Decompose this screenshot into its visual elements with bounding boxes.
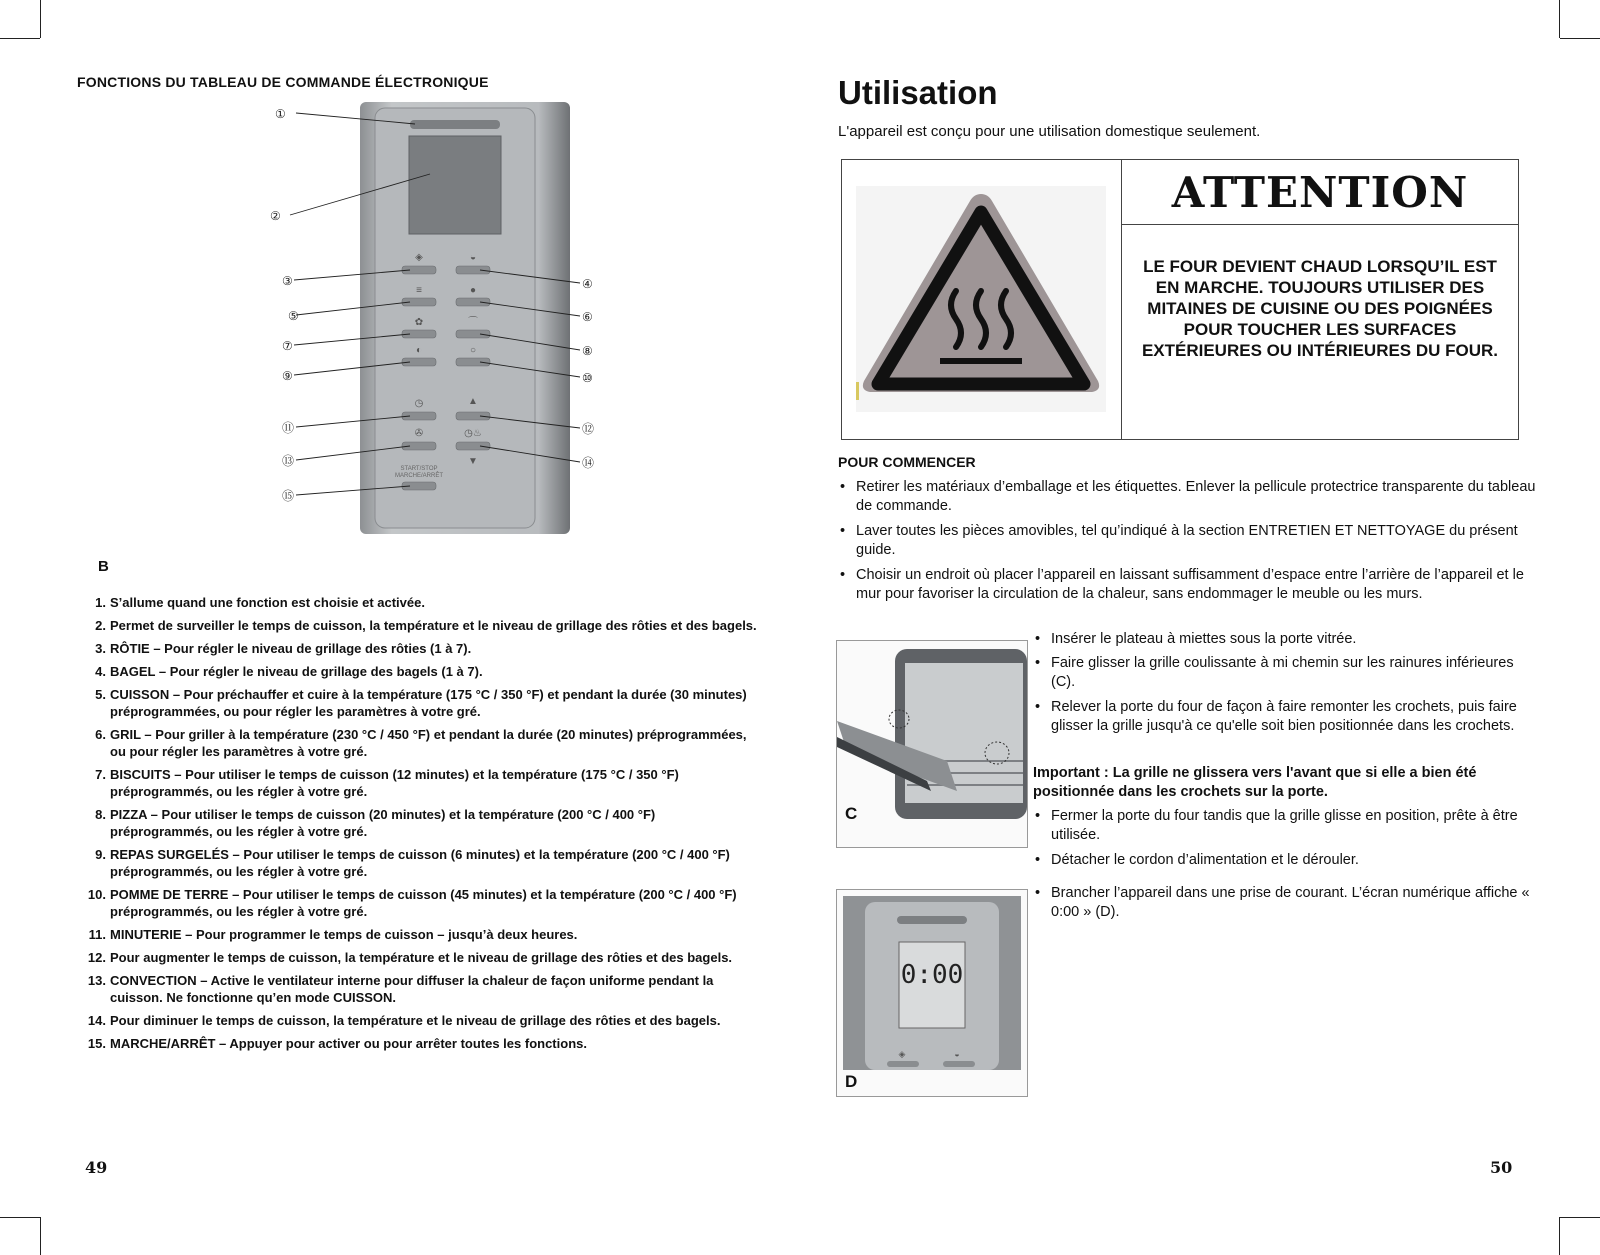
callout-4: ④ [582, 277, 593, 291]
callout-5: ⑤ [288, 309, 299, 323]
page-number-left: 49 [85, 1158, 108, 1177]
crop-mark [40, 0, 41, 38]
svg-text:✿: ✿ [414, 317, 424, 328]
svg-text:▼: ▼ [468, 456, 478, 467]
svg-text:✇: ✇ [414, 428, 424, 439]
callout-2: ② [270, 209, 281, 223]
list-item: 13. CONVECTION – Active le ventilateur interne pour diffuser la chaleur de façon uniforme pendant la cuisson. Ne fonctionne qu’en mode CUISSON. [87, 973, 714, 1005]
figure-label-b: B [98, 558, 109, 575]
svg-text:▲: ▲ [468, 396, 478, 407]
list-item: 1. S’allume quand une fonction est choisie et activée. [95, 595, 425, 610]
section-heading-start: POUR COMMENCER [838, 454, 976, 470]
display-readout: 0:00 [900, 960, 964, 990]
list-item: • Faire glisser la grille coulissante à mi chemin sur les rainures inférieures (C). [1033, 654, 1541, 692]
figure-label-c: C [845, 804, 858, 823]
display-screen [409, 136, 501, 234]
svg-text:◒: ◒ [954, 1049, 960, 1059]
indicator-light [410, 120, 500, 129]
list-item: • Détacher le cordon d’alimentation et le dérouler. [1033, 851, 1541, 870]
crop-mark [40, 1217, 41, 1255]
list-item: • Choisir un endroit où placer l’appareil en laissant suffisamment d’espace entre l’arrière de l’appareil et le mur pour favoriser la circulation de la chaleur, sans endommager le meuble ou les murs. [838, 566, 1536, 604]
svg-text:●: ● [469, 285, 477, 296]
list-item: 5. CUISSON – Pour préchauffer et cuire à la température (175 °C / 350 °F) et pendant la durée (30 minutes) préprogrammées, ou pour régler les paramètres à votre gré. [95, 687, 747, 719]
callout-15: ⑮ [282, 489, 295, 503]
callout-13: ⑬ [282, 454, 295, 468]
list-item: 2. Permet de surveiller le temps de cuisson, la température et le niveau de grillage des rôties et des bagels. [95, 618, 757, 633]
crop-mark [1559, 0, 1560, 38]
list-item: 7. BISCUITS – Pour utiliser le temps de cuisson (12 minutes) et la température (175 °C / 350 °F) préprogrammés, ou les régler à votre gré. [95, 767, 679, 799]
svg-text:◐: ◐ [415, 345, 423, 356]
page-title: Utilisation [838, 74, 998, 111]
start-stop-label: START/STOP [400, 466, 438, 472]
crop-mark [0, 1217, 40, 1218]
page-subtitle: L'appareil est conçu pour une utilisation domestique seulement. [838, 123, 1261, 140]
svg-text:◒: ◒ [469, 252, 477, 263]
oven-rack-illustration [837, 641, 1027, 847]
crop-mark [1560, 1217, 1600, 1218]
svg-text:⌒: ⌒ [468, 317, 478, 328]
important-note: Important : La grille ne glissera vers l'avant que si elle a bien été positionnée dans les crochets sur la porte. [1033, 765, 1477, 800]
callout-7: ⑦ [282, 339, 293, 353]
list-item: 8. PIZZA – Pour utiliser le temps de cuisson (20 minutes) et la température (200 °C / 400 °F) préprogrammés, ou les régler à votre gré. [95, 807, 656, 839]
list-item: • Insérer le plateau à miettes sous la porte vitrée. [1033, 630, 1541, 649]
attention-warning-text: LE FOUR DEVIENT CHAUD LORSQU’IL EST EN MARCHE. TOUJOURS UTILISER DES MITAINES DE CUISINE OU DES POIGNÉES POUR TOUCHER LES SURFACES EXTÉRIEURES OU INTÉRIEURES DU FOUR. [1141, 257, 1499, 360]
callout-3: ③ [282, 274, 293, 288]
attention-title: ATTENTION [1171, 168, 1469, 217]
list-item: 11. MINUTERIE – Pour programmer le temps de cuisson – jusqu’à deux heures. [88, 927, 578, 942]
list-item: • Retirer les matériaux d’emballage et les étiquettes. Enlever la pellicule protectrice transparente du tableau de commande. [838, 478, 1536, 516]
crop-mark [1560, 38, 1600, 39]
list-item: 9. REPAS SURGELÉS – Pour utiliser le temps de cuisson (6 minutes) et la température (200 °C / 400 °F) préprogrammés, ou les régler à votre gré. [95, 847, 730, 879]
callout-14: ⑭ [582, 456, 595, 470]
page-number-right: 50 [1490, 1158, 1513, 1177]
list-item: 3. RÔTIE – Pour régler le niveau de grillage des rôties (1 à 7). [95, 641, 472, 656]
figure-d-display [836, 889, 1028, 1097]
callout-1: ① [275, 107, 286, 121]
list-item: • Laver toutes les pièces amovibles, tel qu’indiqué à la section ENTRETIEN ET NETTOYAGE du présent guide. [838, 522, 1536, 560]
list-item: 12. Pour augmenter le temps de cuisson, la température et le niveau de grillage des rôties et des bagels. [87, 950, 733, 965]
svg-text:◈: ◈ [898, 1049, 906, 1059]
list-item: • Fermer la porte du four tandis que la grille glisse en position, prête à être utilisée. [1033, 807, 1541, 845]
list-item: • Brancher l’appareil dans une prise de courant. L’écran numérique affiche « 0:00 » (D). [1033, 884, 1541, 922]
attention-divider [1121, 224, 1518, 225]
list-item: • Relever la porte du four de façon à faire remonter les crochets, puis faire glisser la grille jusqu'à ce qu'elle soit bien positionnée dans les crochets. [1033, 698, 1541, 736]
svg-text:◷♨: ◷♨ [464, 428, 482, 439]
crop-mark [1559, 1217, 1560, 1255]
callout-11: ⑪ [282, 421, 295, 435]
list-item: 14. Pour diminuer le temps de cuisson, la température et le niveau de grillage des rôties et des bagels. [87, 1013, 721, 1028]
figure-c-oven-rack [836, 640, 1028, 848]
callout-12: ⑫ [582, 422, 595, 436]
crop-mark [0, 38, 40, 39]
marche-arret-label: MARCHE/ARRÊT [394, 473, 444, 479]
svg-text:◈: ◈ [415, 252, 423, 263]
svg-text:◷: ◷ [414, 398, 424, 409]
function-list [80, 594, 760, 1058]
control-panel-figure [270, 100, 600, 535]
list-item: 4. BAGEL – Pour régler le niveau de grillage des bagels (1 à 7). [95, 664, 483, 679]
callout-6: ⑥ [582, 310, 593, 324]
svg-text:○: ○ [469, 345, 477, 356]
section-heading: FONCTIONS DU TABLEAU DE COMMANDE ÉLECTRONIQUE [77, 74, 489, 90]
list-item: 15. MARCHE/ARRÊT – Appuyer pour activer ou pour arrêter toutes les fonctions. [87, 1036, 587, 1051]
callout-10: ⑩ [582, 371, 593, 385]
callout-8: ⑧ [582, 344, 593, 358]
list-item: 10. POMME DE TERRE – Pour utiliser le temps de cuisson (45 minutes) et la température (200 °C / 400 °F) préprogrammés, ou les régler à votre gré. [87, 887, 737, 919]
list-item: 6. GRIL – Pour griller à la température (230 °C / 450 °F) et pendant la durée (20 minutes) préprogrammées, ou pour régler les paramètres à votre gré. [95, 727, 747, 759]
display-illustration [837, 890, 1027, 1096]
figure-label-d: D [845, 1072, 858, 1091]
callout-9: ⑨ [282, 369, 293, 383]
svg-text:≡: ≡ [416, 285, 422, 296]
hot-surface-warning-icon [856, 186, 1106, 412]
